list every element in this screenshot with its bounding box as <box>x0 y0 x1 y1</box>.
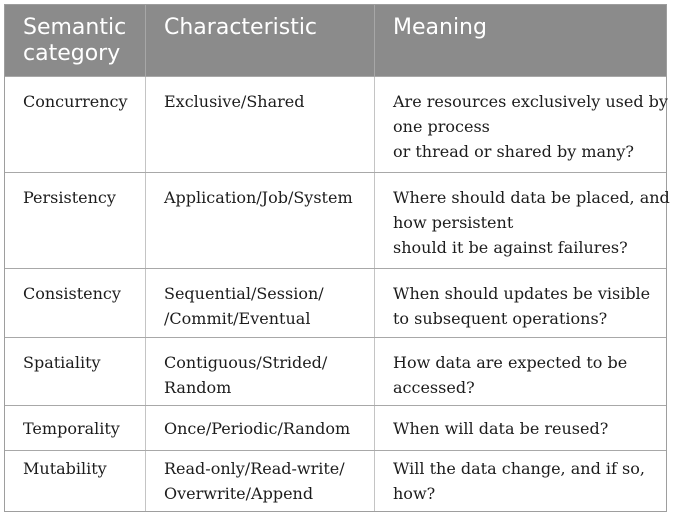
meaning-cell: Where should data be placed, and how persistent should it be against failures? <box>374 173 666 268</box>
semantics-table <box>4 4 670 512</box>
header-semantic-category: Semantic category <box>23 15 127 66</box>
table-header-row <box>5 5 666 76</box>
table-row <box>5 268 666 337</box>
meaning-cell: Will the data change, and if so, how? <box>374 451 666 511</box>
header-characteristic: Characteristic <box>145 5 374 76</box>
characteristic-cell: Sequential/Session/ /Commit/Eventual <box>145 269 374 337</box>
meaning-cell: How data are expected to be accessed? <box>374 338 666 405</box>
characteristic-cell: Application/Job/System <box>145 173 374 268</box>
category-cell: Mutability <box>23 459 107 478</box>
table-row <box>5 450 666 511</box>
characteristic-cell: Once/Periodic/Random <box>145 406 374 450</box>
header-meaning: Meaning <box>374 5 666 76</box>
category-cell: Consistency <box>23 284 121 303</box>
table-row <box>5 172 670 268</box>
characteristic-cell: Contiguous/Strided/ Random <box>145 338 374 405</box>
category-cell: Temporality <box>23 419 120 438</box>
table-row <box>5 337 666 405</box>
characteristic-cell: Read-only/Read-write/ Overwrite/Append <box>145 451 374 511</box>
meaning-cell: When should updates be visible to subsequent operations? <box>374 269 666 337</box>
table-row <box>5 405 666 450</box>
category-cell: Concurrency <box>23 92 128 111</box>
characteristic-cell: Exclusive/Shared <box>145 77 374 172</box>
table-row <box>5 76 666 172</box>
category-cell: Spatiality <box>23 353 101 372</box>
category-cell: Persistency <box>23 188 116 207</box>
meaning-cell: Are resources exclusively used by one process or thread or shared by many? <box>374 77 666 172</box>
meaning-cell: When will data be reused? <box>374 406 666 450</box>
